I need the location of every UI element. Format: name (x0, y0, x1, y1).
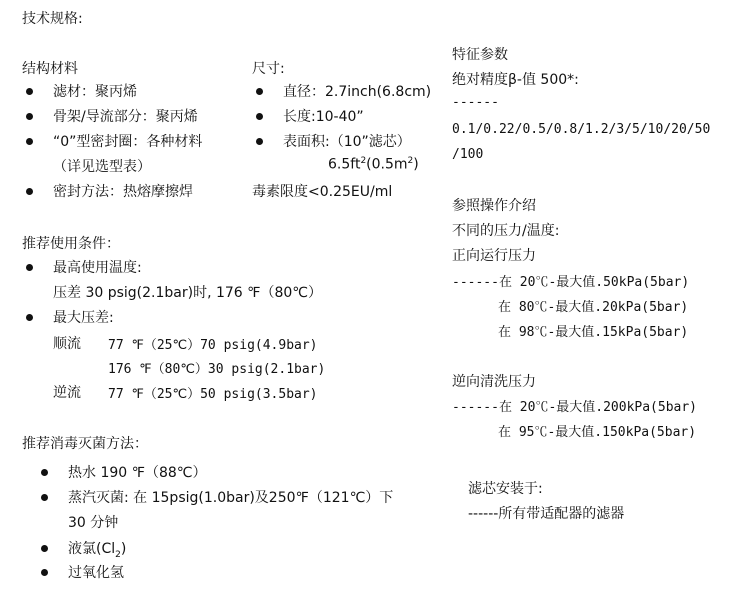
sterilization-heading: 推荐消毒灭菌方法： (22, 436, 148, 452)
conditions-heading: 推荐使用条件： (22, 236, 120, 252)
bullet-icon (26, 264, 33, 271)
material-item: （详见选型表） (53, 159, 151, 175)
sterilization-item: 过氧化氢 (68, 565, 124, 581)
bullet-icon (256, 88, 263, 95)
max-temp-value: 压差 30 psig(2.1bar)时, 176 ℉（80℃） (53, 285, 323, 301)
material-item: 滤材：聚丙烯 (53, 84, 137, 100)
reverse-pressure-heading: 逆向清洗压力 (452, 374, 536, 390)
install-value: ------所有带适配器的滤器 (468, 506, 625, 522)
forward-pressure-heading: 正向运行压力 (452, 248, 536, 264)
install-heading: 滤芯安装于: (468, 481, 543, 497)
forward-label: 顺流 (53, 336, 81, 352)
page-title: 技术规格: (22, 11, 83, 27)
bullet-icon (26, 88, 33, 95)
beta-label: 绝对精度β-值 500*: (452, 72, 579, 88)
forward-pressure-3: 在 98℃-最大值.15kPa(5bar) (498, 325, 689, 340)
max-temp-label: 最高使用温度: (53, 260, 142, 276)
sterilization-item: 液氯$(Cl_2)$ (68, 541, 127, 560)
reverse-pressure-1: ------在 20℃-最大值.200kPa(5bar) (452, 400, 698, 415)
toxin-limit: 毒素限度<0.25EU/ml (252, 184, 393, 200)
max-dp-label: 最大压差: (53, 310, 114, 326)
dimensions-heading: 尺寸: (252, 61, 285, 77)
bullet-icon (26, 113, 33, 120)
features-heading: 特征参数 (452, 47, 508, 63)
reverse-value-1: 77 ℉（25℃）50 psig(3.5bar) (108, 387, 318, 402)
bullet-icon (26, 188, 33, 195)
operation-heading: 参照操作介绍 (452, 198, 536, 214)
operation-subheading: 不同的压力/温度: (452, 223, 560, 239)
sterilization-item: 蒸汽灭菌: 在 15psig(1.0bar)及250℉（121℃）下 (68, 490, 394, 506)
forward-value-1: 77 ℉（25℃）70 psig(4.9bar) (108, 338, 318, 353)
sterilization-item: 30 分钟 (68, 515, 119, 531)
sterilization-item: 热水 190 ℉（88℃） (68, 465, 207, 481)
bullet-icon (41, 545, 48, 552)
surface-area-value: $6.5ft^2(0.5m^2)$ (328, 156, 419, 173)
bullet-icon (41, 469, 48, 476)
diameter: 直径：2.7inch(6.8cm) (283, 84, 432, 100)
material-item: 密封方法：热熔摩擦焊 (53, 184, 193, 200)
bullet-icon (256, 113, 263, 120)
bullet-icon (41, 494, 48, 501)
forward-value-2: 176 ℉（80℃）30 psig(2.1bar) (108, 362, 326, 377)
ratings-line-1: 0.1/0.22/0.5/0.8/1.2/3/5/10/20/50 (452, 122, 711, 137)
materials-heading: 结构材料 (22, 61, 78, 77)
forward-pressure-2: 在 80℃-最大值.20kPa(5bar) (498, 300, 689, 315)
material-item: 骨架/导流部分：聚丙烯 (53, 109, 198, 125)
bullet-icon (26, 314, 33, 321)
bullet-icon (256, 138, 263, 145)
ratings-line-2: /100 (452, 147, 484, 162)
surface-area: 表面积:（10”滤芯） (283, 134, 411, 150)
reverse-label: 逆流 (53, 385, 81, 401)
reverse-pressure-2: 在 95℃-最大值.150kPa(5bar) (498, 425, 697, 440)
forward-pressure-1: ------在 20℃-最大值.50kPa(5bar) (452, 275, 690, 290)
material-item: “0”型密封圈：各种材料 (53, 134, 203, 150)
bullet-icon (41, 569, 48, 576)
features-dashes: ------ (452, 95, 499, 110)
bullet-icon (26, 138, 33, 145)
length: 长度:10-40” (283, 109, 364, 125)
